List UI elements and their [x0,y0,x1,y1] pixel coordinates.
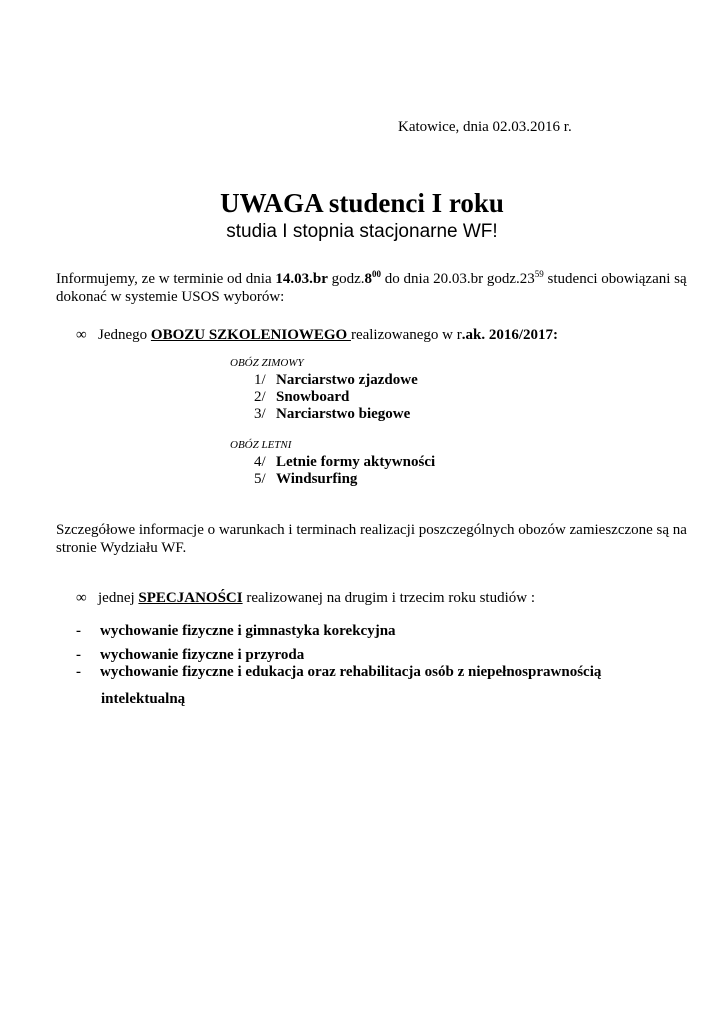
infinity-bullet-icon: ∞ [76,590,87,606]
intro-start-minutes: 00 [372,269,382,279]
list-item-name: Windsurfing [276,471,358,487]
camp-bullet [76,327,558,344]
dash-bullet: - [76,647,81,663]
list-item [254,406,410,423]
camp-bullet-strong: OBOZU SZKOLENIOWEGO [150,327,351,343]
page-title: UWAGA studenci I roku [220,188,504,218]
camp-bullet-mid: realizowanego w r [350,327,462,343]
list-item [254,454,435,471]
specialty-continuation: intelektualną [101,691,186,707]
summer-camp-label: OBÓZ LETNI [230,439,292,451]
specialty-bullet-pre: jednej [98,590,139,606]
camp-bullet-pre: Jednego [98,327,151,343]
list-item-number: 1/ [254,372,266,388]
dash-bullet: - [76,623,81,639]
winter-camp-label: OBÓZ ZIMOWY [230,357,304,369]
intro-text-2: godz. [327,271,365,287]
specialty-name: wychowanie fizyczne i edukacja oraz rehabilitacja osób z niepełnosprawnością [100,664,602,680]
list-item-name: Narciarstwo zjazdowe [276,372,418,388]
intro-text-3: do dnia 20.03.br godz. [381,271,520,287]
intro-text-1: Informujemy, ze w terminie od dnia [56,271,276,287]
list-item [254,372,418,389]
list-item [254,471,357,488]
intro-end-hour: 23 [519,271,535,287]
camp-bullet-year: .ak. 2016/2017: [461,327,558,343]
list-item-name: Snowboard [276,389,350,405]
intro-end-minutes: 59 [534,269,544,279]
list-item-number: 3/ [254,406,266,422]
list-item-name: Letnie formy aktywności [276,454,436,470]
specialty-item [76,623,396,640]
intro-start-date: 14.03.br [275,271,328,287]
specialty-item [76,664,601,681]
intro-start-hour: 8 [364,271,373,287]
specialty-bullet-post: realizowanej na drugim i trzecim roku studiów : [242,590,536,606]
page-subtitle: studia I stopnia stacjonarne WF! [226,221,498,242]
details-paragraph: Szczegółowe informacje o warunkach i terminach realizacji poszczególnych obozów zamieszczone są na stronie Wydziału WF. [56,522,687,556]
intro-paragraph [56,270,696,306]
specialty-name: wychowanie fizyczne i gimnastyka korekcyjna [100,623,396,639]
list-item-number: 5/ [254,471,266,487]
list-item-name: Narciarstwo biegowe [276,406,411,422]
date-line: Katowice, dnia 02.03.2016 r. [398,119,572,135]
infinity-bullet-icon: ∞ [76,327,87,343]
specialty-bullet [76,590,535,607]
dash-bullet: - [76,664,81,680]
list-item [254,389,349,406]
intro-text-4: studenci obowiązani są dokonać w systemie USOS wyborów: [56,271,687,305]
specialty-bullet-strong: SPECJANOŚCI [138,590,243,606]
specialty-item [76,647,304,664]
list-item-number: 4/ [254,454,266,470]
list-item-number: 2/ [254,389,266,405]
specialty-name: wychowanie fizyczne i przyroda [100,647,305,663]
